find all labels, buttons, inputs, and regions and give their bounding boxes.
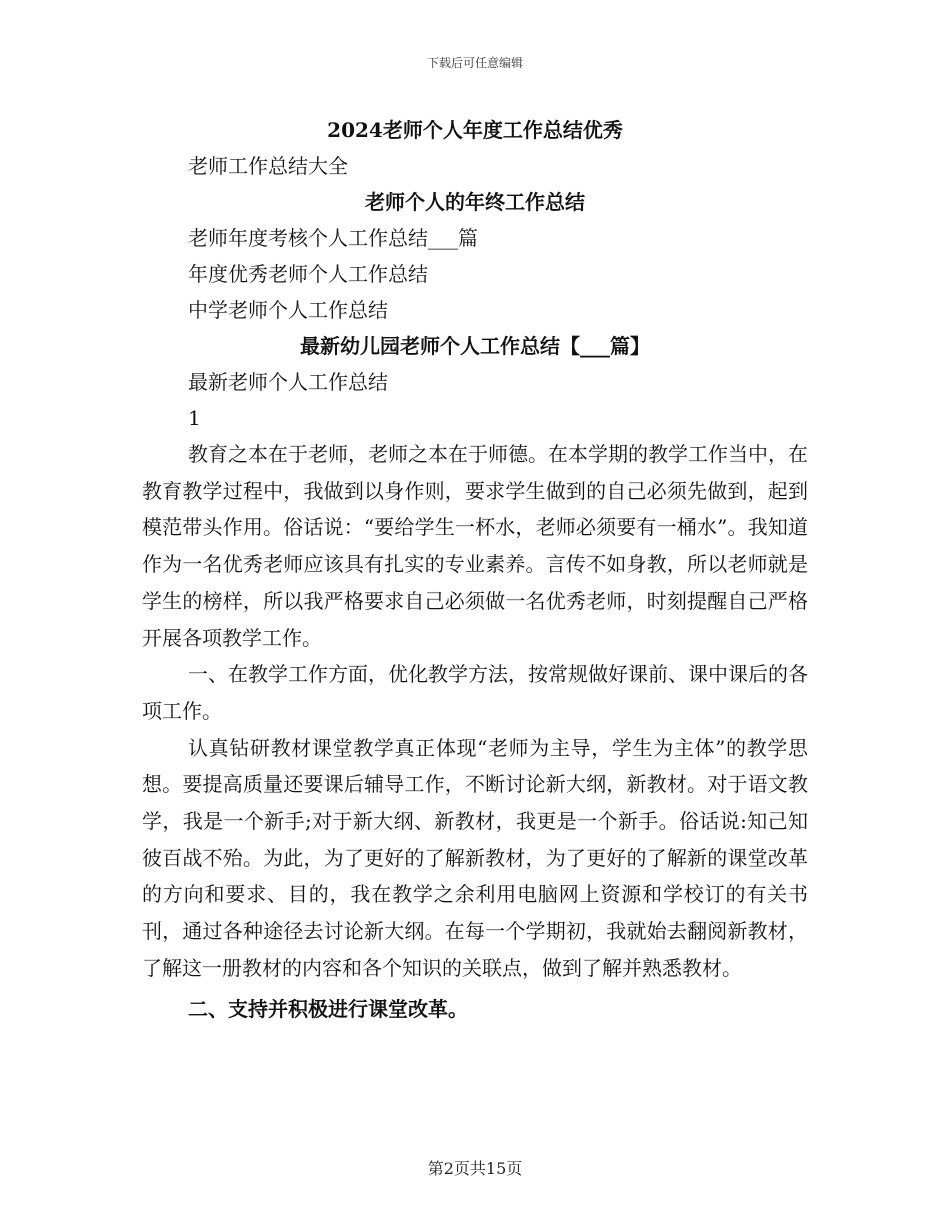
list-item: 最新老师个人工作总结 bbox=[188, 370, 388, 394]
body-paragraph: 认真钻研教材课堂教学真正体现“老师为主导，学生为主体”的教学思想。要提高质量还要课后辅导工作，不断讨论新大纲，新教材。对于语文教学，我是一个新手;对于新大纲、新教材，我更是一个新手。俗话说:知己知彼百战不殆。为此，为了更好的了解新教材，为了更好的了解新的课堂改革的方向和要求、目的，我在教学之余利用电脑网上资源和学校订的有关书刊，通过各种途径去讨论新大纲。在每一个学期初，我就始去翻阅新教材，了解这一册教材的内容和各个知识的关联点，做到了解并熟悉教材。 bbox=[142, 735, 808, 980]
section-number: 1 bbox=[188, 406, 201, 430]
body-paragraph: 一、在教学工作方面，优化教学方法，按常规做好课前、课中课后的各项工作。 bbox=[142, 662, 808, 723]
main-title: 2024老师个人年度工作总结优秀 bbox=[327, 118, 623, 142]
section-title: 老师个人的年终工作总结 bbox=[365, 190, 585, 214]
list-item: 老师年度考核个人工作总结___篇 bbox=[188, 226, 478, 250]
section-title: 最新幼儿园老师个人工作总结【___篇】 bbox=[300, 334, 650, 358]
list-item: 中学老师个人工作总结 bbox=[188, 298, 388, 322]
section-heading: 二、支持并积极进行课堂改革。 bbox=[188, 996, 468, 1021]
page-footer: 第2页共15页 bbox=[427, 1159, 523, 1178]
list-item: 年度优秀老师个人工作总结 bbox=[188, 262, 428, 286]
document-body bbox=[142, 112, 808, 1029]
page-header-note: 下载后可任意编辑 bbox=[426, 56, 523, 70]
body-paragraph: 教育之本在于老师，老师之本在于师德。在本学期的教学工作当中，在教育教学过程中，我做到以身作则，要求学生做到的自己必须先做到，起到模范带头作用。俗话说：“要给学生一杯水，老师必须要有一桶水”。我知道作为一名优秀老师应该具有扎实的专业素养。言传不如身教，所以老师就是学生的榜样，所以我严格要求自己必须做一名优秀老师，时刻提醒自己严格开展各项教学工作。 bbox=[142, 442, 808, 650]
list-item: 老师工作总结大全 bbox=[188, 154, 348, 178]
